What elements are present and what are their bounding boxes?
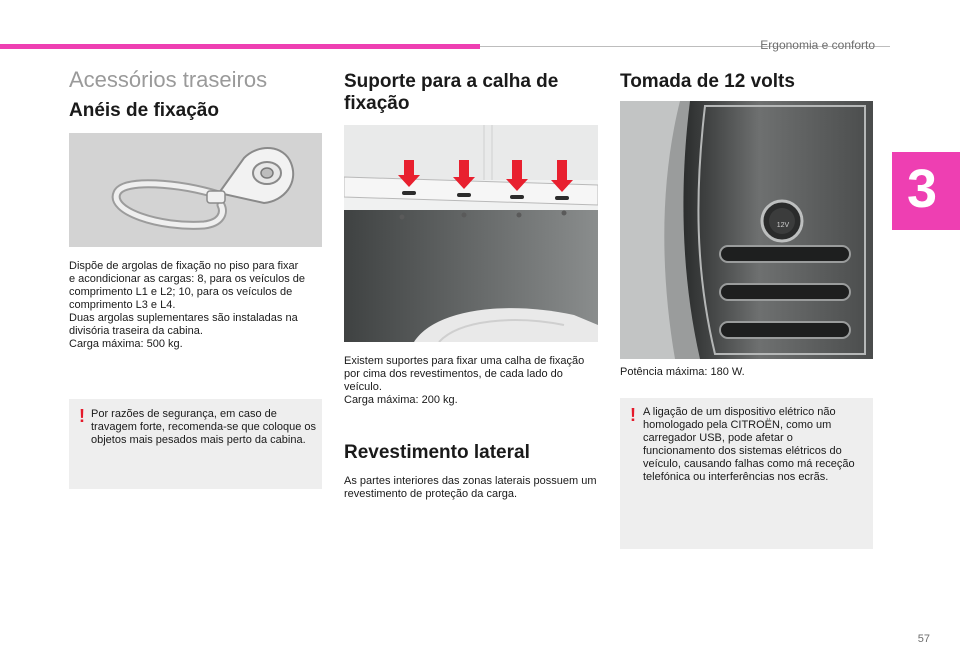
section-heading-side-lining: Revestimento lateral bbox=[344, 442, 530, 463]
socket-power-spec: Potência máxima: 180 W. bbox=[620, 366, 745, 378]
section-heading-rings: Anéis de fixação bbox=[69, 100, 219, 121]
section-title: Ergonomia e conforto bbox=[760, 38, 875, 52]
section-heading-12v-socket: Tomada de 12 volts bbox=[620, 71, 795, 92]
warning-icon: ! bbox=[79, 406, 85, 426]
warning-text-socket: A ligação de um dispositivo elétrico não homologado pela CITROËN, como um carregador USB, pode afetar o funcionamento dos sistemas elétricos do veículo, causando falhas como má receção telefónica ou interferências nos ecrãs. bbox=[643, 406, 855, 483]
socket-label: 12V bbox=[776, 222, 790, 229]
header-accent-bar bbox=[0, 44, 480, 49]
warning-box-cargo bbox=[69, 399, 322, 489]
section-heading-rail-support: Suporte para a calha de fixação bbox=[344, 71, 559, 114]
rail-support-description: Existem suportes para fixar uma calha de fixação por cima dos revestimentos, de cada lado do veículo. Carga máxima: 200 kg. bbox=[344, 355, 585, 406]
side-lining-description: As partes interiores das zonas laterais possuem um revestimento de proteção da carga. bbox=[344, 475, 597, 500]
chapter-number: 3 bbox=[906, 159, 938, 219]
rail-support-illustration bbox=[344, 125, 598, 342]
page-title: Acessórios traseiros bbox=[69, 67, 268, 92]
warning-icon: ! bbox=[630, 405, 636, 425]
warning-box-socket bbox=[620, 398, 873, 549]
12v-socket-illustration bbox=[620, 101, 873, 359]
page-number: 57 bbox=[917, 633, 930, 645]
rings-description: Dispõe de argolas de fixação no piso para fixar e acondicionar as cargas: 8, para os veículos de comprimento L1 e L2; 10, para os veículos de comprimento L3 e L4. Duas argolas suplementares são instaladas na divisória traseira da cabina. Carga máxima: 500 kg. bbox=[69, 260, 306, 350]
tie-down-ring-illustration bbox=[69, 133, 322, 247]
warning-text-cargo: Por razões de segurança, em caso de travagem forte, recomenda-se que coloque os objetos mais pesados mais perto da cabina. bbox=[91, 408, 317, 446]
